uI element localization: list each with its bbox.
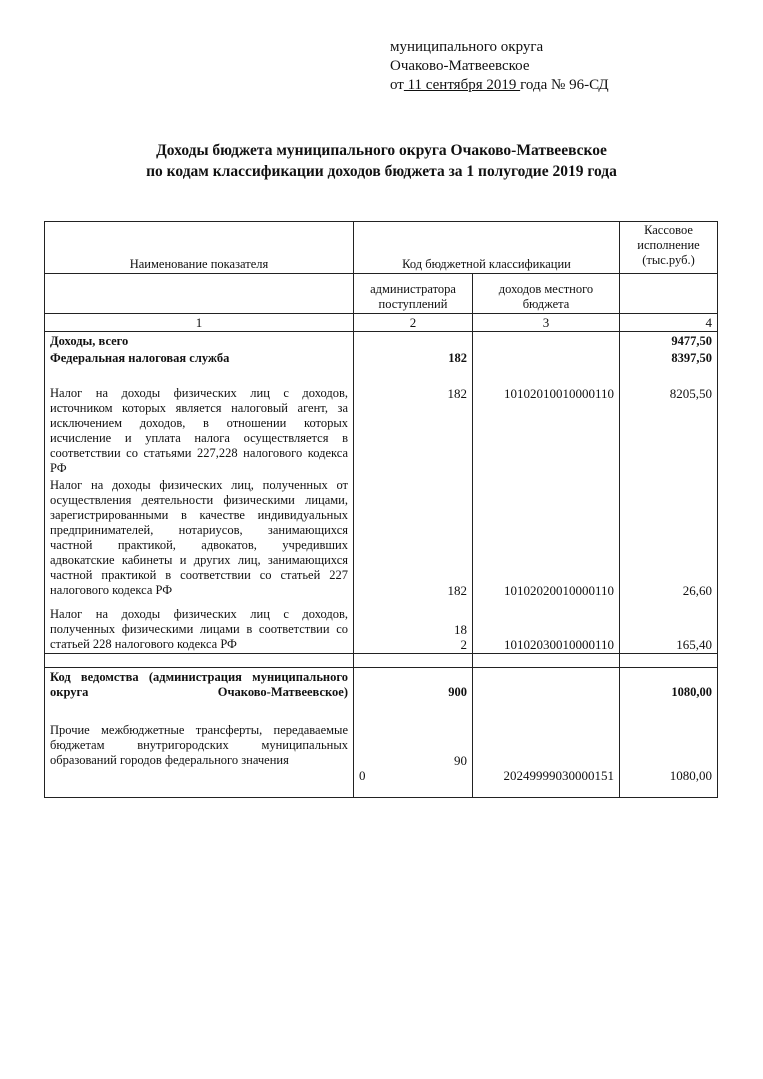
row3-code: 10102030010000110 — [473, 599, 620, 654]
row1-code: 10102010010000110 — [473, 367, 620, 477]
row4-admin-part1: 90 — [454, 753, 467, 768]
header-row-2 — [45, 274, 718, 314]
header-admin: администратора поступлений — [354, 274, 473, 314]
row3-admin-part2: 2 — [460, 637, 467, 652]
header-date-line — [390, 76, 609, 95]
row3-amount: 165,40 — [620, 599, 718, 654]
row2-admin: 182 — [354, 477, 473, 599]
row1-amount: 8205,50 — [620, 367, 718, 477]
date-suffix: года № 96-СД — [520, 77, 609, 93]
date-prefix: от — [390, 77, 404, 93]
fns-label: Федеральная налоговая служба — [50, 351, 230, 365]
date-value: 11 сентября 2019 — [403, 77, 521, 93]
column-number-row — [45, 314, 718, 332]
row4-code: 20249999030000151 — [473, 701, 620, 798]
col-number-3: 3 — [473, 314, 620, 332]
title-line-2: по кодам классификации доходов бюджета за 1 полугодие 2019 года — [146, 163, 617, 180]
row3-description: Налог на доходы физических лиц с доходов, полученных физическими лицами в соответствии со статьей 228 налогового кодекса РФ — [45, 599, 354, 654]
document-title — [0, 140, 763, 182]
header-empty-2 — [620, 274, 718, 314]
table-row — [45, 599, 718, 654]
fns-amount: 8397,50 — [671, 351, 712, 365]
department-label: Код ведомства (администрация муниципального округа Очаково-Матвеевское) — [45, 668, 354, 702]
department-admin: 900 — [354, 668, 473, 702]
total-amount: 9477,50 — [671, 334, 712, 348]
title-line-1: Доходы бюджета муниципального округа Очаково-Матвеевское — [156, 142, 607, 159]
income-table — [44, 221, 718, 798]
spacer-row — [45, 654, 718, 668]
row4-amount: 1080,00 — [620, 701, 718, 798]
fns-admin: 182 — [354, 332, 473, 368]
header-local: доходов местного бюджета — [473, 274, 620, 314]
department-row — [45, 668, 718, 702]
table-row — [45, 477, 718, 599]
document-header — [390, 38, 609, 95]
total-label: Доходы, всего Федеральная налоговая служба — [45, 332, 354, 368]
row3-admin-part1: 18 — [454, 622, 467, 637]
header-line-1: муниципального округа — [390, 39, 544, 55]
header-row-1 — [45, 222, 718, 274]
table-row — [45, 701, 718, 798]
row2-code: 10102020010000110 — [473, 477, 620, 599]
header-line-2: Очаково-Матвеевское — [390, 58, 530, 74]
table-row — [45, 367, 718, 477]
row4-description: Прочие межбюджетные трансферты, передаваемые бюджетам внутригородских муниципальных образований городов федерального значения — [45, 701, 354, 798]
row2-amount: 26,60 — [620, 477, 718, 599]
col-number-2: 2 — [354, 314, 473, 332]
header-amount: Кассовое исполнение (тыс.руб.) — [620, 222, 718, 274]
row1-admin: 182 — [354, 367, 473, 477]
header-empty — [45, 274, 354, 314]
department-amount: 1080,00 — [620, 668, 718, 702]
row2-description: Налог на доходы физических лиц, полученных от осуществления деятельности физическими лицами, зарегистрированными в качестве индивидуальных предпринимателей, нотариусов, занимающихся частной практикой, адвокатов, учредивших адвокатские кабинеты и других лиц, занимающихся частной практикой в соответствии со статьей 227 налогового кодекса РФ — [45, 477, 354, 599]
header-code: Код бюджетной классификации — [354, 222, 620, 274]
row1-description: Налог на доходы физических лиц с доходов, источником которых является налоговый агент, за исключением доходов, в отношении которых исчисление и уплата налога осуществляется в соответствии со статьями 227,228 налогового кодекса РФ — [45, 367, 354, 477]
total-row — [45, 332, 718, 368]
col-number-4: 4 — [620, 314, 718, 332]
row4-admin-part2: 0 — [359, 768, 366, 783]
header-name: Наименование показателя — [45, 222, 354, 274]
col-number-1: 1 — [45, 314, 354, 332]
